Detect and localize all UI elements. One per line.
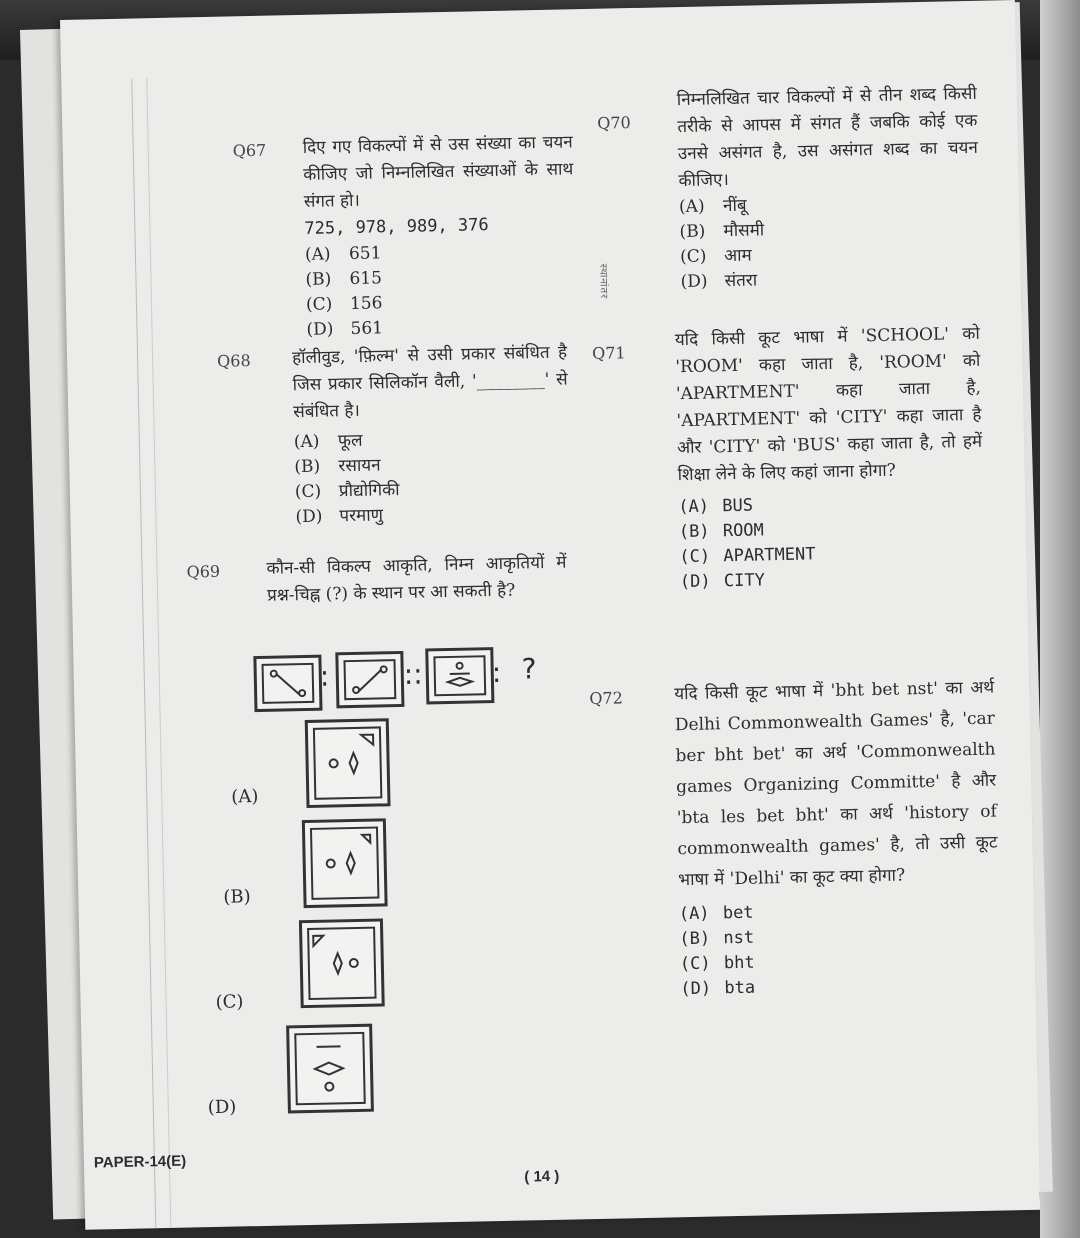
option-label: (C)	[679, 546, 711, 568]
side-stamp: स्थानांतर	[597, 263, 609, 300]
q69-option-b-label: (B)	[223, 886, 251, 908]
q67-text: दिए गए विकल्पों में से उस संख्या का चयन कीजिए जो निम्नलिखित संख्याओं के साथ संगत हो।	[302, 132, 574, 212]
option-label: (D)	[295, 506, 323, 528]
option-text: BUS	[722, 495, 754, 517]
option-text: APARTMENT	[723, 544, 816, 567]
q69-block	[266, 550, 567, 610]
option-label: (D)	[679, 571, 711, 593]
q71-number: Q71	[591, 343, 626, 363]
q67-numbers: 725, 978, 989, 376	[304, 215, 489, 239]
figure-1	[253, 655, 322, 712]
colon-1: :	[319, 659, 330, 693]
q69-option-b-figure[interactable]	[302, 818, 388, 908]
q69-option-c-label: (C)	[215, 991, 244, 1013]
q72-block	[674, 673, 1001, 1003]
q70-number: Q70	[597, 113, 631, 133]
figure-3-shapes	[435, 657, 484, 694]
q72-number: Q72	[589, 688, 624, 709]
binding-margin	[131, 78, 171, 1228]
option-label: (D)	[680, 978, 712, 1000]
q71-text: यदि किसी कूट भाषा में 'SCHOOL' को 'ROOM' कहा जाता है, 'ROOM' को 'APARTMENT' कहा जाता है, 'APARTMENT' को 'CITY' कहा जाता है और 'CITY' को 'BUS' कहा जाता है, तो हमें शिक्षा लेने के लिए कहां जाना होगा?	[674, 323, 983, 486]
option-text: नींबू	[722, 195, 747, 217]
option-label: (A)	[304, 244, 331, 265]
option-text: संतरा	[724, 270, 758, 292]
q67-block	[302, 129, 576, 343]
option-label: (C)	[305, 294, 333, 315]
option-label: (C)	[679, 246, 707, 268]
figure-3	[425, 647, 494, 704]
option-label: (D)	[680, 271, 708, 293]
q69-option-a-figure[interactable]	[305, 718, 391, 808]
option-d-shapes	[296, 1034, 361, 1101]
option-text: bht	[723, 952, 755, 974]
option-label: (C)	[294, 481, 322, 503]
q72-text: यदि किसी कूट भाषा में 'bht bet nst' का अर्थ Delhi Commonwealth Games' है, 'car ber bht bet' का अर्थ 'Commonwealth games Organizing Committe' है और 'bta les bet bht' का अर्थ 'history of commonwealth games' है, तो उसी कूट भाषा में 'Delhi' का कूट क्या होगा?	[674, 677, 998, 891]
option-text: CITY	[723, 570, 766, 592]
option-text: 561	[350, 318, 384, 339]
option-text: प्रौद्योगिकी	[338, 479, 400, 502]
option-b-shapes	[312, 829, 375, 896]
q68-number: Q68	[216, 351, 251, 371]
option-text: फूल	[337, 430, 363, 452]
q72-options	[679, 896, 1001, 1003]
option-c-shapes	[309, 929, 372, 996]
option-label: (B)	[305, 269, 332, 290]
colon-2: :	[491, 655, 502, 690]
option-text: 615	[349, 268, 383, 289]
q68-block	[292, 339, 571, 530]
q67-option-d[interactable]	[306, 312, 576, 343]
question-mark: ?	[521, 652, 537, 686]
option-text: 156	[349, 293, 383, 314]
q69-option-d-figure[interactable]	[286, 1024, 374, 1114]
option-label: (A)	[678, 496, 710, 518]
q69-option-a-label: (A)	[231, 786, 259, 808]
q72-option-d[interactable]	[680, 971, 1000, 1003]
option-text: मौसमी	[723, 220, 765, 242]
option-text: रसायन	[338, 455, 381, 477]
q71-block	[675, 321, 986, 595]
exam-page	[60, 0, 1040, 1230]
figure-2-shapes	[346, 661, 395, 698]
option-label: (A)	[678, 903, 710, 925]
q69-number: Q69	[186, 561, 221, 582]
option-text: bta	[724, 977, 756, 999]
option-label: (C)	[679, 953, 711, 975]
option-text: bet	[722, 902, 754, 924]
option-text: परमाणु	[339, 505, 384, 527]
option-label: (B)	[679, 221, 706, 243]
q68-text: हॉलीवुड, 'फ़िल्म' से उसी प्रकार संबंधित है जिस प्रकार सिलिकॉन वैली, '________' से संबंधित है।	[291, 342, 568, 423]
q67-number: Q67	[232, 140, 267, 161]
option-label: (B)	[294, 456, 321, 478]
q69-text: कौन-सी विकल्प आकृति, निम्न आकृतियों में प्रश्न-चिह्न (?) के स्थान पर आ सकती है?	[266, 552, 567, 606]
page-number: ( 14 )	[524, 1167, 560, 1186]
option-label: (B)	[678, 521, 710, 543]
q71-options	[678, 489, 985, 595]
option-label: (D)	[306, 319, 334, 340]
option-text: 651	[348, 243, 382, 264]
double-colon: ::	[403, 657, 423, 691]
figure-2	[335, 651, 404, 708]
q67-options	[305, 237, 577, 343]
option-label: (A)	[293, 431, 320, 453]
option-text: ROOM	[722, 520, 765, 542]
q70-options	[679, 189, 981, 295]
option-text: nst	[723, 927, 755, 949]
q68-option-d[interactable]	[295, 499, 570, 530]
paper-code: PAPER-14(E)	[93, 1152, 187, 1172]
q70-option-d[interactable]	[680, 264, 980, 295]
q71-option-d[interactable]	[680, 564, 985, 595]
option-a-shapes	[315, 729, 378, 796]
q70-text: निम्नलिखित चार विकल्पों में से तीन शब्द किसी तरीके से आपस में संगत हैं जबकि कोई एक उनसे असंगत है, उस असंगत शब्द का चयन कीजिए।	[676, 83, 979, 192]
q70-block	[677, 81, 981, 295]
option-label: (B)	[679, 928, 711, 950]
option-label: (A)	[678, 196, 705, 218]
option-text: आम	[723, 245, 752, 267]
q68-options	[294, 424, 571, 530]
figure-1-shapes	[264, 665, 313, 702]
q69-option-c-figure[interactable]	[299, 918, 385, 1008]
q69-option-d-label: (D)	[207, 1096, 237, 1119]
